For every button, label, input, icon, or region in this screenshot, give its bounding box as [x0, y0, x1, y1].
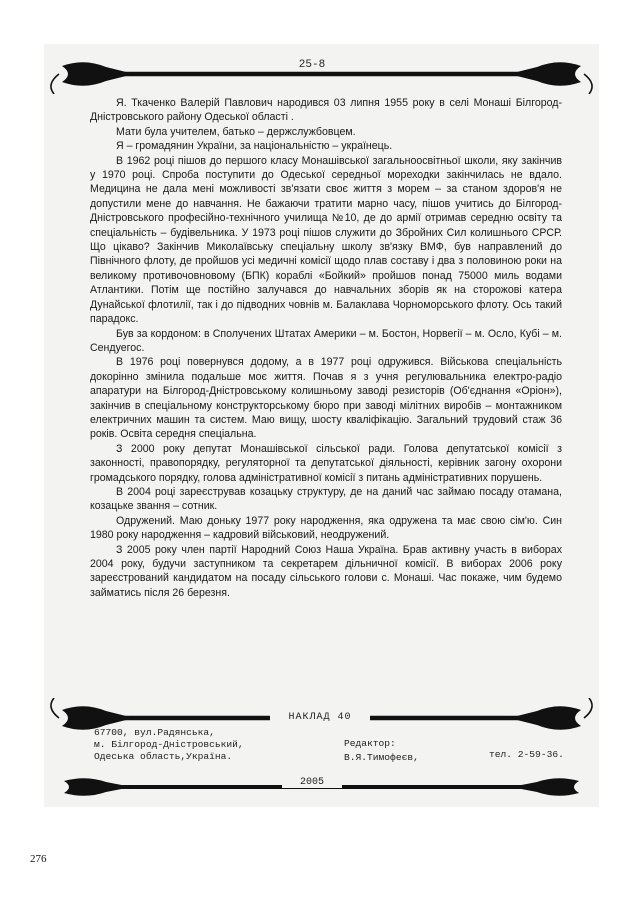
editor-block: [344, 737, 419, 765]
print-run-label: НАКЛАД 40: [270, 712, 370, 723]
newspaper-page-number: 25-8: [282, 59, 342, 71]
address-line: 67700, вул.Радянська,: [94, 727, 215, 738]
phone-number: тел. 2-59-36.: [489, 749, 564, 760]
paragraph: В 1976 році повернувся додому, а в 1977 році одружився. Військова спеціальність докорінно змінила подальше моє життя. Почав я з учня регулювальника електро-радіо апаратури на Білгород-Дністровському колишньому заводі резисторів (Об'єднання «Оріон»), закінчив в спеціальному конструкторському бюро при заводі мілітних виробів – монтажником електричних машин та систем. Маю вищу, шосту кваліфікацію. Загальний трудовий стаж 36 років. Освіта середня спеціальна.: [90, 356, 562, 441]
paragraph: В 2004 році зареєстрував козацьку структуру, де на даний час займаю посаду отамана, козацьке звання – сотник.: [90, 485, 562, 513]
address-line: Одеська область,Україна.: [94, 751, 233, 762]
paragraph: Мати була учителем, батько – держслужбовцем.: [116, 125, 356, 138]
paragraph: Був за кордоном: в Сполучених Штатах Америки – м. Бостон, Норвегії – м. Осло, Кубі – м. Сендуегос.: [90, 327, 562, 354]
scanned-newspaper-page: [44, 44, 599, 807]
paragraph: Одружений. Маю доньку 1977 року народження, яка одружена та має свою сім'ю. Син 1980 року народження – кадровий військовий, неодружений.: [90, 514, 562, 542]
paragraph: В 1962 році пішов до першого класу Монашівської загальноосвітньої школи, яку закінчив у 1970 році. Спроба поступити до Одеської середньої мореходки закінчилась не вдало. Медицина не дала мені можливості зв'язати своє життя з морем – за станом здоров'я не допустили мене до навчання. Не бажаючи тратити марно часу, пішов учитись до Білгород-Дністровського професійно-технічного училища №10, де до армії отримав середню освіту та спеціальність – будівельника. У 1973 році пішов служити до Збройних Сил колишнього СРСР. Що цікаво? Закінчив Миколаївську спеціальну школу зв'язку ВМФ, був направлений до Північного флоту, де пройшов усі медичні комісії щодо плав составу і два з половиною роки на великому противочовновому (БПК) кораблі «Бойкий» пройшов понад 75000 миль водами Атлантики. Потім ще постійно залучався до навчальних зборів як на сторожові катера Дунайської флотилії, так і до підводних човнів м. Балаклава Чорноморського флоту. Ось такий парадокс.: [90, 154, 562, 326]
editor-name: В.Я.Тимофеєв,: [344, 752, 419, 763]
publication-year: 2005: [282, 777, 342, 788]
paragraph: Я – громадянин України, за національністю – українець.: [116, 140, 393, 153]
article-body: [90, 96, 562, 600]
editor-label: Редактор:: [344, 738, 396, 749]
book-page-number: 276: [30, 853, 47, 865]
publisher-address: [94, 727, 304, 763]
paragraph: З 2000 року депутат Монашівської сільської ради. Голова депутатської комісії з законності, правопорядку, регуляторної та депутатської діяльності, керівник загону охорони громадського порядку, голова адміністративної комісії з питань адміністративних порушень.: [90, 442, 562, 484]
address-line: м. Білгород-Дністровський,: [94, 739, 244, 750]
paragraph: З 2005 року член партії Народний Союз Наша Україна. Брав активну участь в виборах 2004 року, будучи заступником та секретарем дільничної комісії. В виборах 2006 року зареєстрований кандидатом на посаду сільського голови с. Монаші. Час покаже, чим будемо займатись після 26 березня.: [90, 543, 562, 599]
paragraph: Я. Ткаченко Валерій Павлович народився 03 липня 1955 року в селі Монаші Білгород-Дністровського району Одеської області .: [90, 97, 562, 124]
